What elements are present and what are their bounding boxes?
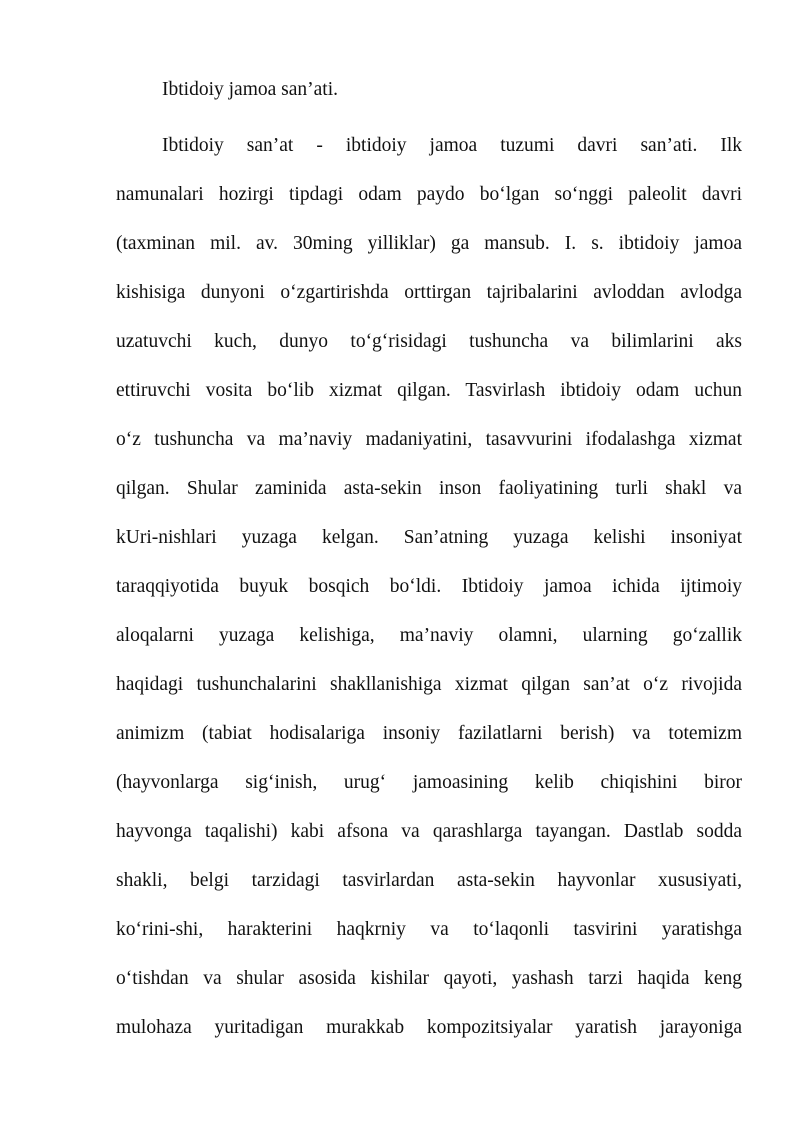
text-line: hayvonga taqalishi) kabi afsona va qarashlarga tayangan. Dastlab sodda bbox=[116, 821, 742, 842]
text-line: taraqqiyotida buyuk bosqich bo‘ldi. Ibtidoiy jamoa ichida ijtimoiy bbox=[116, 576, 742, 597]
document-title: Ibtidoiy jamoa san’ati. bbox=[162, 79, 338, 100]
text-line: Ibtidoiy san’at - ibtidoiy jamoa tuzumi davri san’ati. Ilk bbox=[162, 135, 742, 156]
text-line: (taxminan mil. av. 30ming yilliklar) ga mansub. I. s. ibtidoiy jamoa bbox=[116, 233, 742, 254]
text-line: ko‘rini-shi, harakterini haqkrniy va to‘laqonli tasvirini yaratishga bbox=[116, 919, 742, 940]
text-line: namunalari hozirgi tipdagi odam paydo bo‘lgan so‘nggi paleolit davri bbox=[116, 184, 742, 205]
text-line: (hayvonlarga sig‘inish, urug‘ jamoasining kelib chiqishini biror bbox=[116, 772, 742, 793]
text-line: kUri-nishlari yuzaga kelgan. San’atning yuzaga kelishi insoniyat bbox=[116, 527, 742, 548]
text-line: aloqalarni yuzaga kelishiga, ma’naviy olamni, ularning go‘zallik bbox=[116, 625, 742, 646]
text-line: kishisiga dunyoni o‘zgartirishda orttirgan tajribalarini avloddan avlodga bbox=[116, 282, 742, 303]
text-line: animizm (tabiat hodisalariga insoniy fazilatlarni berish) va totemizm bbox=[116, 723, 742, 744]
text-line: ettiruvchi vosita bo‘lib xizmat qilgan. Tasvirlash ibtidoiy odam uchun bbox=[116, 380, 742, 401]
body-paragraph bbox=[116, 132, 742, 1063]
text-line: mulohaza yuritadigan murakkab kompozitsiyalar yaratish jarayoniga bbox=[116, 1017, 742, 1038]
text-line: shakli, belgi tarzidagi tasvirlardan asta-sekin hayvonlar xususiyati, bbox=[116, 870, 742, 891]
text-line: o‘z tushuncha va ma’naviy madaniyatini, tasavvurini ifodalashga xizmat bbox=[116, 429, 742, 450]
text-line: o‘tishdan va shular asosida kishilar qayoti, yashash tarzi haqida keng bbox=[116, 968, 742, 989]
text-line: haqidagi tushunchalarini shakllanishiga xizmat qilgan san’at o‘z rivojida bbox=[116, 674, 742, 695]
text-line: uzatuvchi kuch, dunyo to‘g‘risidagi tushuncha va bilimlarini aks bbox=[116, 331, 742, 352]
text-line: qilgan. Shular zaminida asta-sekin inson faoliyatining turli shakl va bbox=[116, 478, 742, 499]
